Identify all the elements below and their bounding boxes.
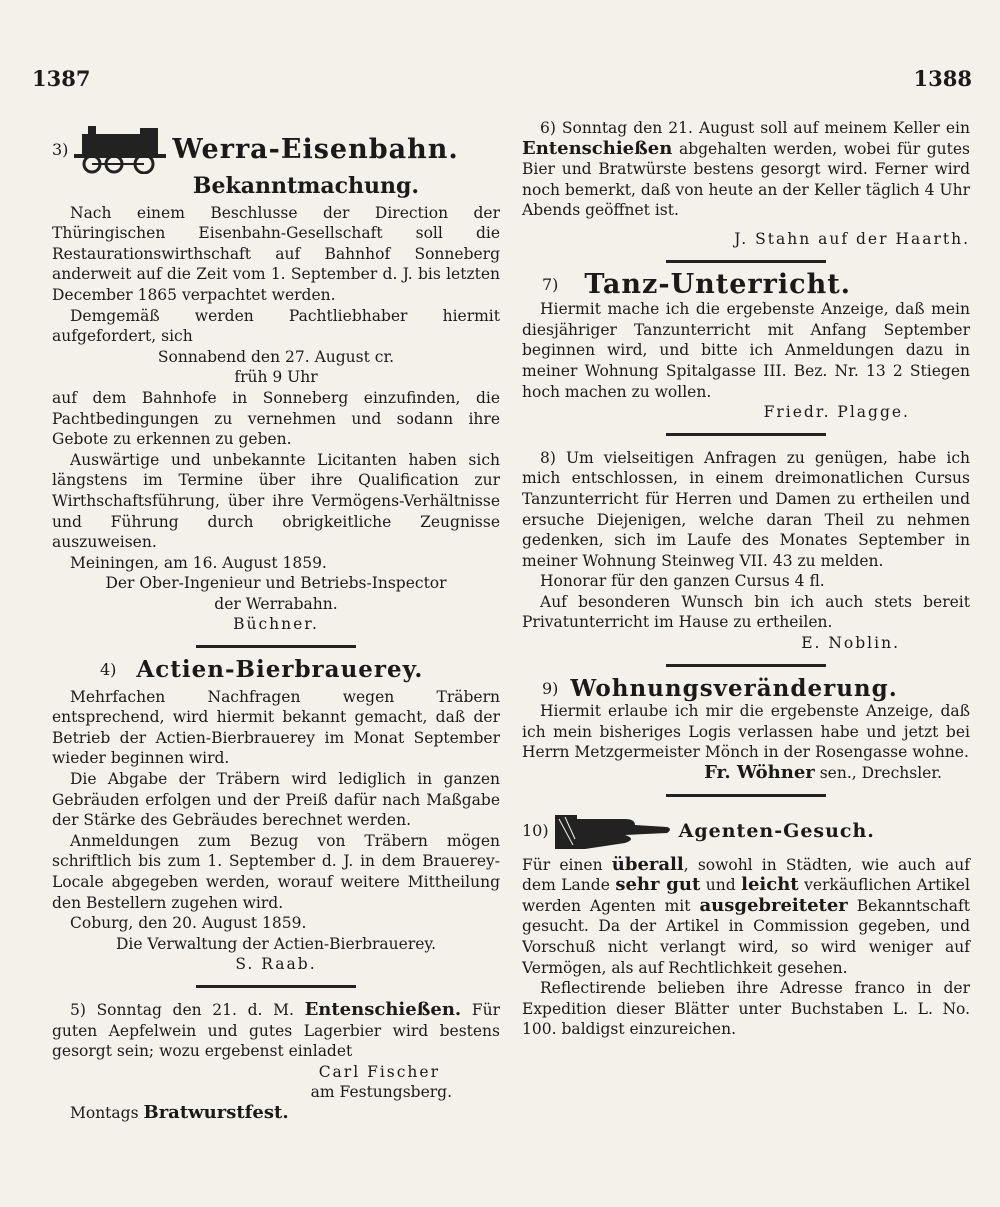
notice-title: Actien-Bierbrauerey. [136,656,424,684]
paragraph: auf dem Bahnhofe in Sonneberg einzufinden, die Pachtbedingungen zu vernehmen und sodann ihre Gebote zu erkennen zu geben. [52,388,500,449]
signature-rest: sen., Drechsler. [819,764,942,783]
divider [666,664,826,667]
notice-number: 4) [100,660,117,680]
notice-actien-bierbrauerey [52,656,500,975]
signature-line: am Festungsberg. [310,1083,452,1102]
signature-name: Büchner. [233,615,319,634]
signature-name: J. Stahn auf der Haarth. [734,229,970,248]
footer-line [52,1103,500,1124]
notice-title: Agenten-Gesuch. [678,820,875,843]
notice-wohnungsveraenderung [522,674,970,784]
highlight-text: ausgebreiteter [699,894,848,916]
right-column [522,112,970,1040]
highlight-text: sehr gut [615,874,701,896]
paragraph: Anmeldungen zum Bezug von Träbern mögen schriftlich bis zum 1. September d. J. in dem Brauerey-Locale abgegeben werden, worauf weitere Mittheilung den Bestellern zugehen wird. [52,831,500,912]
notice-number: 7) [542,274,559,294]
divider [666,260,826,263]
pointing-hand-icon [555,809,673,855]
paragraph: Nach einem Beschlusse der Direction der Thüringischen Eisenbahn-Gesellschaft soll die Restaurationswirthschaft auf Bahnhof Sonneberg anderweit auf die Zeit vom 1. September d. J. bis letzten December 1865 verpachtet werden. [52,203,500,304]
notice-entenschiessen-stahn [522,118,970,250]
notice-title: Wohnungsveränderung. [570,674,898,702]
notice-subtitle: Bekanntmachung. [192,173,420,199]
body-text: und [705,876,736,895]
time-line: früh 9 Uhr [234,368,318,387]
notice-entenschiessen-fischer [52,1000,500,1124]
paragraph [522,118,970,221]
date-line: Sonnabend den 27. August cr. [157,347,395,366]
signature-name: S. Raab. [235,955,317,974]
notice-number: 3) [52,139,69,159]
notice-title: Werra-Eisenbahn. [172,133,459,165]
notice-werra-eisenbahn [52,126,500,635]
divider [666,794,826,797]
left-column [52,112,500,1124]
paragraph: Honorar für den ganzen Cursus 4 fl. [540,572,825,591]
highlight-text: Entenschießen. [304,998,462,1020]
body-text: Für einen [522,855,603,874]
page-number-right: 1388 [913,66,972,91]
locomotive-icon [74,126,166,174]
body-text: verkäuflichen Artikel werden Agenten mit [522,876,970,915]
notice-title: Tanz-Unterricht. [584,268,852,300]
signature-name: Carl Fischer [318,1062,440,1081]
highlight-text: Entenschießen [522,137,673,159]
notice-tanz-unterricht [522,268,970,423]
place-date: Meiningen, am 16. August 1859. [70,553,327,572]
body-text: abgehalten werden, wobei für gutes Bier und Bratwürste bestens gesorgt wird. Ferner wird noch bemerkt, daß von heute an der Keller täglich 4 Uhr Abends geöffnet ist. [522,139,970,220]
paragraph [522,855,970,979]
paragraph: Hiermit erlaube ich mir die ergebenste Anzeige, daß ich mein bisheriges Logis verlassen habe und jetzt bei Herrn Metzgermeister Mönch in der Rosengasse wohne. [522,702,970,762]
signature-name: E. Noblin. [801,634,900,653]
footer-highlight: Bratwurstfest. [143,1101,289,1123]
body-text: Für guten Aepfelwein und gutes Lagerbier wird bestens gesorgt sein; wozu ergebenst einladet [52,1000,501,1061]
notice-number: 10) [522,821,549,841]
highlight-text: leicht [741,874,799,896]
body-text: , sowohl in Städten, wie auch auf dem Lande [522,855,970,895]
lead-text: 5) Sonntag den 21. d. M. [70,1000,294,1019]
divider [196,985,356,988]
paragraph: 8) Um vielseitigen Anfragen zu genügen, habe ich mich entschlossen, in einem dreimonatlichen Cursus Tanzunterricht für Herren und Damen zu ertheilen und ersuche Diejenigen, welche daran Theil zu nehmen gedenken, sich im Laufe des Monates September in meiner Wohnung Steinweg VII. 43 zu melden. [522,448,970,570]
divider [666,433,826,436]
paragraph: Mehrfachen Nachfragen wegen Träbern entsprechend, wird hiermit bekannt gemacht, daß der Betrieb der Actien-Bierbrauerey im Monat September wieder beginnen wird. [52,687,500,768]
footer-lead: Montags [70,1103,139,1122]
signature-name: Friedr. Plagge. [763,403,910,422]
place-date: Coburg, den 20. August 1859. [70,914,307,933]
divider [196,645,356,648]
body-text: Bekanntschaft gesucht. Da der Artikel in Commission gegeben, und Vorschuß nicht verlangt wird, so wird weniger auf Vermögen, als auf Rechtlichkeit gesehen. [522,896,970,977]
signature-name: Fr. Wöhner [704,762,815,784]
signature-line [522,763,970,784]
paragraph: Hiermit mache ich die ergebenste Anzeige, daß mein diesjähriger Tanzunterricht mit Anfang September beginnen wird, und bitte ich Anmeldungen dazu in meiner Wohnung Spitalgasse III. Bez. Nr. 13 2 Stiegen hoch machen zu wollen. [522,300,970,401]
body-text: 6) Sonntag den 21. August soll auf meinem Keller ein [540,119,970,137]
paragraph [52,1000,500,1062]
notice-number: 9) [542,678,559,698]
paragraph: Auswärtige und unbekannte Licitanten haben sich längstens im Termine über ihre Qualification zur Wirthschaftsführung, über ihre Vermögens-Verhältnisse und Führung durch obrigkeitliche Zeugnisse auszuweisen. [52,450,500,552]
notice-agenten-gesuch [522,809,970,1040]
paragraph: Auf besonderen Wunsch bin ich auch stets bereit Privatunterricht im Hause zu ertheilen. [522,592,970,632]
signature-line: Der Ober-Ingenieur und Betriebs-Inspector [105,574,447,593]
signature-line: der Werrabahn. [214,594,338,613]
paragraph: Reflectirende belieben ihre Adresse franco in der Expedition dieser Blätter unter Buchstaben L. L. No. 100. baldigst einzureichen. [522,979,970,1039]
paragraph: Die Abgabe der Träbern wird lediglich in ganzen Gebräuden erfolgen und der Preiß dafür nach Maßgabe der Stärke des Gebräudes berechnet werden. [52,770,500,830]
paragraph: Demgemäß werden Pachtliebhaber hiermit aufgefordert, sich [52,306,500,346]
signature-line: Die Verwaltung der Actien-Bierbrauerey. [115,934,437,953]
page-number-left: 1387 [32,66,91,91]
highlight-text: überall [611,853,684,875]
notice-tanzunterricht-noblin [522,448,970,654]
